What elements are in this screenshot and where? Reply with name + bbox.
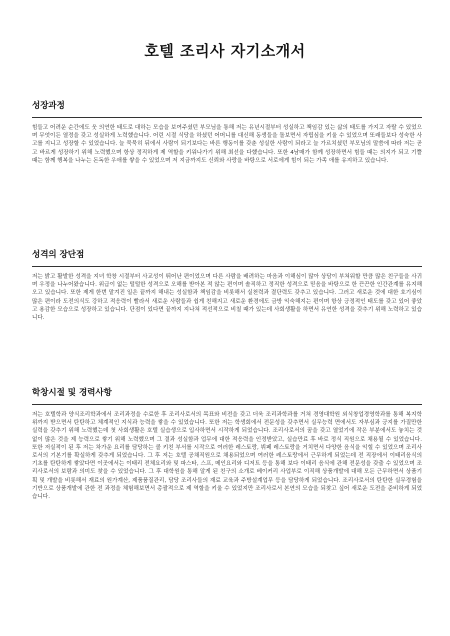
section-personality [32, 248, 422, 322]
section-body: 저는 밝고 활발한 성격을 지녀 학창 시절부터 사교성이 뛰어난 편이었으며 다른 사람을 배려하는 마음과 이해심이 많아 상담이 부쳐워할 만큼 많은 친구들을 사귀며 우정을 나누어왔습니다. 위급이 없는 털털한 성격으로 오해를 받아본 적 않는 편이며 솔직하고 정직한 성격으로 믿음을 바탕으로 한 끈끈한 인간관계를 유지해오고 있습니다. 또한 제게 한번 맡겨진 일은 끝까지 해내는 성실함과 책임감을 비롯해서 실천력과 결단력도 갖추고 있습니다. 그러고 새로운 것에 대한 호기심이 많은 편이라 도전의식도 강하고 적응력이 빨라서 새로운 사람들과 쉽게 친해지고 새로운 환경에도 금방 익숙해지는 편이며 항상 긍정적인 태도를 갖고 있어 좋았고 용감한 모습으로 성장하고 있습니다. 단점이 있다면 끝까지 지나쳐 적선적으로 비칠 때가 있는데 사회생활을 하면서 유연한 성격을 갖추기 위해 노력하고 있습니다. [32, 274, 422, 322]
section-heading: 성장과정 [32, 101, 65, 111]
section-divider [32, 404, 422, 405]
section-body: 저는 호텔학과 양식조리학과에서 조리과정을 수료한 후 조리사로서의 목표와 비전을 갖고 더욱 조리과학과를 거쳐 경영대학원 외식창업경영학과를 통해 복지학위까지 받으면서 탄탄하고 체계적인 지식과 능력을 쌓을 수 있었습니다. 또한 저는 학생회에서 전문성을 갖추면서 실무능력 면에서도 자부심과 긍지를 가질만한 실력을 갖추기 위해 노력했는데 첫 사회생활은 호텔 실습생으로 입사하면서 시작하게 되었습니다. 조리사로서의 꿈을 갖고 열었기에 작은 부분에서도 놓치는 것 없이 많은 것을 제 능력으로 쌓기 위해 노력했으며 그 결과 성실함과 업무에 대한 적응력을 인정받았고, 실습만료 후 바로 정식 직원으로 채용될 수 있었습니다. 또한 저실적이 된 후 저는 차가운 요리를 담당하는 콜 키친 부서를 시작으로 여러한 레스토랑, 뷔페 레스토랑을 거치면서 다양한 음식을 익힐 수 있었으며 조리사로서의 기본기를 확실하게 갖추게 되었습니다. 그 후 저는 호텔 공채직원으로 채용되었으며 여러한 레스토랑에서 근무하게 되었는데 전 직장에서 이태리음식의 기초를 탄탄하게 쌓았다면 이곳에서는 이태리 전체요리와 및 파스타, 스프, 메인요리와 디저트 등을 통해 보다 이태리 음식에 관해 전문성을 갖출 수 있었으며 조리사로서의 보람과 의미도 찾을 수 있었습니다. 그 후 대학원을 통해 알게 된 친구의 소개로 베이커리 사업부로 이직해 상품개발에 대해 모든 근무하면서 상품기획 및 개발을 비롯해서 재료의 원가계산, 제품품질관리, 담당 조리사들의 재료 교육과 주방설계업무 등을 담당하게 되었습니다. 조리사로서의 탄탄한 실무경험을 기반으로 상품개발에 관한 전 과정을 체험해보면서 총괄적으로 제 역할을 키울 수 있었지만 조리사로서 본연의 모습을 되찾고 싶어 새로운 도전을 준비하게 되었습니다. [32, 412, 422, 501]
document-title: 호텔 조리사 자기소개서 [144, 42, 306, 60]
section-divider [32, 266, 422, 267]
section-body: 힘들고 어려운 순간에도 웃 의연한 태도로 대하는 모습을 보여주셨던 부모님을 통해 저는 유년시절부터 성실하고 책임감 있는 삶의 태도를 가지고 자랄 수 있었으며 무엇이든 열정을 갖고 성실하게 노력했습니다. 어린 시절 식당을 하셨던 어머니를 대신해 동생들을 돌보면서 자립심을 키울 수 있었으며 또래들보다 성숙한 사고를 지니고 성장할 수 있었습니다. 늘 묵묵히 뒤에서 사람이 되기보다는 바른 행동이를 갖춘 성실한 사람이 되라고 늘 가르치셨던 부모님의 말씀에 따라 저는 곧고 바르게 성장하기 위해 노력했으며 항상 정직하게 제 역할을 키워나가기 위해 최선을 다했습니다. 또한 4남매가 함께 성장하면서 힘들 때는 의지가 되고 기쁠 때는 함께 행복을 나누는 돈독한 우애를 쌓을 수 있었으며 저 지금까지도 신뢰와 사랑을 바탕으로 서로에게 힘이 되는 가족 애를 유지하고 있습니다. [32, 125, 422, 164]
section-growth [32, 99, 422, 165]
section-education-career [32, 386, 422, 501]
section-divider [32, 117, 422, 118]
section-heading: 학창시절 및 경력사항 [32, 388, 112, 398]
section-heading: 성격의 장단점 [32, 250, 85, 260]
